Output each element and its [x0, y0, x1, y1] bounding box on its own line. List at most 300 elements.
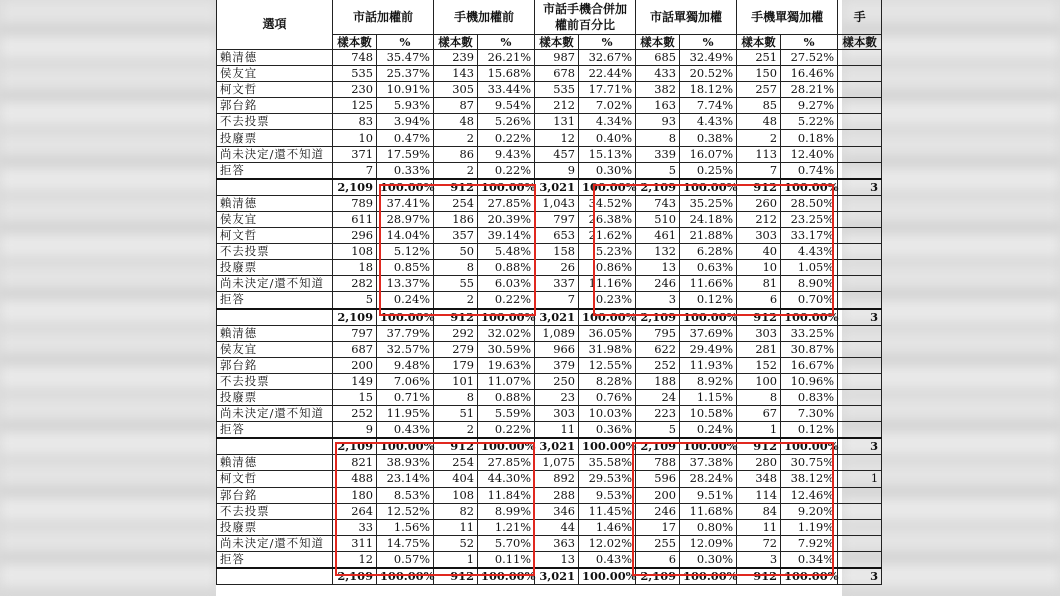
sample-count-cell: 250	[535, 373, 579, 389]
sample-count-cell: 1,075	[535, 455, 579, 471]
option-label: 賴清德	[217, 195, 333, 211]
truncated-cell	[838, 211, 882, 227]
percent-cell: 26.21%	[478, 50, 535, 66]
percent-cell: 1.21%	[478, 519, 535, 535]
truncated-cell	[838, 162, 882, 179]
total-cell: 100.00%	[680, 309, 737, 326]
total-cell: 2,109	[636, 438, 680, 455]
percent-cell: 4.43%	[781, 244, 838, 260]
total-cell: 912	[434, 309, 478, 326]
truncated-cell: 1	[838, 471, 882, 487]
percent-cell: 20.52%	[680, 66, 737, 82]
total-row	[217, 309, 882, 326]
sample-count-cell: 611	[333, 211, 377, 227]
total-cell: 3	[838, 568, 882, 585]
percent-cell: 8.90%	[781, 276, 838, 292]
percent-cell: 10.96%	[781, 373, 838, 389]
truncated-cell	[838, 260, 882, 276]
table-row	[217, 195, 882, 211]
option-header: 選項	[217, 0, 333, 50]
percent-cell: 0.23%	[579, 292, 636, 309]
total-cell: 100.00%	[579, 568, 636, 585]
sample-count-cell: 339	[636, 146, 680, 162]
percent-cell: 10.91%	[377, 82, 434, 98]
percent-cell: 11.45%	[579, 503, 636, 519]
percent-header: %	[377, 35, 434, 50]
percent-cell: 12.09%	[680, 535, 737, 551]
total-cell: 2,109	[333, 309, 377, 326]
percent-cell: 35.47%	[377, 50, 434, 66]
sample-count-cell: 24	[636, 389, 680, 405]
table-row	[217, 519, 882, 535]
percent-cell: 0.18%	[781, 130, 838, 146]
group-header: 市話單獨加權	[636, 0, 737, 35]
percent-cell: 14.04%	[377, 228, 434, 244]
sample-count-cell: 200	[333, 357, 377, 373]
percent-cell: 5.22%	[781, 114, 838, 130]
sample-count-cell: 282	[333, 276, 377, 292]
percent-cell: 28.24%	[680, 471, 737, 487]
total-cell: 100.00%	[781, 309, 838, 326]
sample-count-cell: 131	[535, 114, 579, 130]
percent-cell: 9.27%	[781, 98, 838, 114]
sample-count-cell: 67	[737, 406, 781, 422]
truncated-cell	[838, 130, 882, 146]
percent-cell: 5.23%	[579, 244, 636, 260]
sample-count-cell: 797	[333, 325, 377, 341]
percent-cell: 15.68%	[478, 66, 535, 82]
percent-cell: 0.22%	[478, 292, 535, 309]
truncated-cell	[838, 82, 882, 98]
total-cell: 100.00%	[579, 438, 636, 455]
percent-cell: 37.79%	[377, 325, 434, 341]
percent-cell: 1.56%	[377, 519, 434, 535]
percent-header: %	[781, 35, 838, 50]
option-label: 拒答	[217, 422, 333, 439]
sample-count-cell: 260	[737, 195, 781, 211]
percent-cell: 0.57%	[377, 551, 434, 568]
sample-count-cell: 246	[636, 276, 680, 292]
percent-cell: 13.37%	[377, 276, 434, 292]
percent-cell: 9.20%	[781, 503, 838, 519]
percent-cell: 32.67%	[579, 50, 636, 66]
total-cell: 912	[737, 568, 781, 585]
percent-cell: 27.85%	[478, 195, 535, 211]
percent-cell: 0.22%	[478, 130, 535, 146]
table-row	[217, 471, 882, 487]
sample-count-cell: 230	[333, 82, 377, 98]
percent-cell: 12.46%	[781, 487, 838, 503]
sample-count-cell: 653	[535, 228, 579, 244]
sample-count-cell: 84	[737, 503, 781, 519]
percent-cell: 29.49%	[680, 341, 737, 357]
sample-count-cell: 93	[636, 114, 680, 130]
sample-count-cell: 254	[434, 455, 478, 471]
percent-cell: 0.24%	[377, 292, 434, 309]
table-row	[217, 535, 882, 551]
percent-cell: 0.12%	[781, 422, 838, 439]
sample-count-cell: 254	[434, 195, 478, 211]
table-row	[217, 325, 882, 341]
truncated-cell	[838, 406, 882, 422]
percent-cell: 6.28%	[680, 244, 737, 260]
sample-count-cell: 2	[434, 130, 478, 146]
sample-count-cell: 2	[434, 422, 478, 439]
sample-count-cell: 8	[636, 130, 680, 146]
table-row	[217, 66, 882, 82]
sample-count-cell: 6	[636, 551, 680, 568]
sample-count-cell: 246	[636, 503, 680, 519]
percent-cell: 35.25%	[680, 195, 737, 211]
truncated-cell	[838, 114, 882, 130]
sample-count-cell: 305	[434, 82, 478, 98]
percent-cell: 0.88%	[478, 260, 535, 276]
option-label: 賴清德	[217, 455, 333, 471]
truncated-cell	[838, 244, 882, 260]
percent-cell: 12.02%	[579, 535, 636, 551]
table-row	[217, 276, 882, 292]
group-header: 手機單獨加權	[737, 0, 838, 35]
sample-count-cell: 821	[333, 455, 377, 471]
total-cell: 100.00%	[478, 568, 535, 585]
percent-cell: 22.44%	[579, 66, 636, 82]
sample-count-cell: 23	[535, 389, 579, 405]
sample-count-cell: 149	[333, 373, 377, 389]
percent-cell: 38.12%	[781, 471, 838, 487]
option-label: 投廢票	[217, 389, 333, 405]
sample-count-cell: 188	[636, 373, 680, 389]
sample-count-cell: 132	[636, 244, 680, 260]
percent-cell: 29.53%	[579, 471, 636, 487]
truncated-cell	[838, 487, 882, 503]
percent-cell: 14.75%	[377, 535, 434, 551]
percent-cell: 30.59%	[478, 341, 535, 357]
sample-count-cell: 280	[737, 455, 781, 471]
truncated-cell	[838, 276, 882, 292]
sample-count-cell: 163	[636, 98, 680, 114]
percent-cell: 11.07%	[478, 373, 535, 389]
truncated-cell	[838, 50, 882, 66]
group-header: 手機加權前	[434, 0, 535, 35]
sample-count-cell: 51	[434, 406, 478, 422]
option-label: 柯文哲	[217, 471, 333, 487]
sample-count-header: 樣本數	[737, 35, 781, 50]
option-label: 賴清德	[217, 50, 333, 66]
percent-cell: 5.12%	[377, 244, 434, 260]
table-row	[217, 389, 882, 405]
sample-count-cell: 239	[434, 50, 478, 66]
sample-count-cell: 279	[434, 341, 478, 357]
option-label: 拒答	[217, 551, 333, 568]
sample-count-cell: 12	[535, 130, 579, 146]
table-row	[217, 357, 882, 373]
percent-cell: 28.50%	[781, 195, 838, 211]
sample-count-cell: 85	[737, 98, 781, 114]
percent-cell: 5.93%	[377, 98, 434, 114]
sample-count-cell: 797	[535, 211, 579, 227]
sample-count-cell: 433	[636, 66, 680, 82]
percent-cell: 23.25%	[781, 211, 838, 227]
percent-cell: 17.59%	[377, 146, 434, 162]
sample-count-cell: 296	[333, 228, 377, 244]
sample-count-cell: 303	[737, 325, 781, 341]
total-cell: 3	[838, 438, 882, 455]
sample-count-cell: 33	[333, 519, 377, 535]
table-row	[217, 82, 882, 98]
sample-count-cell: 1	[737, 422, 781, 439]
sample-count-header: 樣本數	[434, 35, 478, 50]
table-row	[217, 422, 882, 439]
total-cell: 100.00%	[377, 438, 434, 455]
total-cell: 2,109	[333, 438, 377, 455]
percent-cell: 11.16%	[579, 276, 636, 292]
percent-cell: 30.87%	[781, 341, 838, 357]
sample-count-cell: 348	[737, 471, 781, 487]
sample-count-cell: 892	[535, 471, 579, 487]
sample-count-cell: 48	[434, 114, 478, 130]
poll-results-table	[216, 0, 882, 585]
percent-cell: 44.30%	[478, 471, 535, 487]
sample-count-cell: 152	[737, 357, 781, 373]
percent-cell: 37.38%	[680, 455, 737, 471]
sample-count-cell: 5	[636, 422, 680, 439]
total-cell: 912	[737, 438, 781, 455]
percent-cell: 32.49%	[680, 50, 737, 66]
percent-cell: 15.13%	[579, 146, 636, 162]
truncated-cell	[838, 98, 882, 114]
sample-count-cell: 1	[434, 551, 478, 568]
sample-count-cell: 404	[434, 471, 478, 487]
table-row	[217, 406, 882, 422]
total-cell: 100.00%	[680, 179, 737, 196]
sample-count-cell: 86	[434, 146, 478, 162]
sample-count-cell: 5	[333, 292, 377, 309]
option-label: 侯友宜	[217, 66, 333, 82]
percent-cell: 16.46%	[781, 66, 838, 82]
sample-count-cell: 7	[737, 162, 781, 179]
sample-count-cell: 100	[737, 373, 781, 389]
table-row	[217, 551, 882, 568]
percent-cell: 0.30%	[680, 551, 737, 568]
percent-cell: 32.02%	[478, 325, 535, 341]
percent-cell: 30.75%	[781, 455, 838, 471]
sample-count-cell: 8	[434, 389, 478, 405]
table-row	[217, 244, 882, 260]
option-label: 賴清德	[217, 325, 333, 341]
sample-count-cell: 535	[333, 66, 377, 82]
sample-count-cell: 52	[434, 535, 478, 551]
sample-count-cell: 6	[737, 292, 781, 309]
option-label: 侯友宜	[217, 211, 333, 227]
table-row	[217, 373, 882, 389]
sample-count-cell: 255	[636, 535, 680, 551]
total-cell: 2,109	[636, 179, 680, 196]
sample-count-cell: 108	[434, 487, 478, 503]
sample-count-cell: 2	[737, 130, 781, 146]
table-row	[217, 455, 882, 471]
table-row	[217, 487, 882, 503]
total-row	[217, 179, 882, 196]
percent-cell: 6.03%	[478, 276, 535, 292]
percent-cell: 7.02%	[579, 98, 636, 114]
percent-cell: 11.95%	[377, 406, 434, 422]
sample-count-cell: 461	[636, 228, 680, 244]
truncated-cell	[838, 503, 882, 519]
percent-cell: 8.99%	[478, 503, 535, 519]
survey-table-sheet	[216, 0, 879, 596]
percent-cell: 0.88%	[478, 389, 535, 405]
table-row	[217, 162, 882, 179]
percent-cell: 27.85%	[478, 455, 535, 471]
percent-cell: 0.12%	[680, 292, 737, 309]
total-cell: 3,021	[535, 309, 579, 326]
percent-cell: 0.47%	[377, 130, 434, 146]
percent-cell: 23.14%	[377, 471, 434, 487]
sample-count-cell: 510	[636, 211, 680, 227]
sample-count-cell: 264	[333, 503, 377, 519]
sample-count-cell: 252	[333, 406, 377, 422]
sample-count-cell: 223	[636, 406, 680, 422]
total-cell: 100.00%	[377, 568, 434, 585]
percent-cell: 16.67%	[781, 357, 838, 373]
sample-count-cell: 743	[636, 195, 680, 211]
percent-cell: 18.12%	[680, 82, 737, 98]
percent-cell: 0.76%	[579, 389, 636, 405]
truncated-cell	[838, 373, 882, 389]
percent-cell: 10.03%	[579, 406, 636, 422]
percent-cell: 0.71%	[377, 389, 434, 405]
table-row	[217, 50, 882, 66]
sample-count-cell: 44	[535, 519, 579, 535]
percent-cell: 7.06%	[377, 373, 434, 389]
truncated-cell	[838, 519, 882, 535]
percent-cell: 37.41%	[377, 195, 434, 211]
sample-count-cell: 257	[737, 82, 781, 98]
sample-count-cell: 685	[636, 50, 680, 66]
percent-cell: 33.17%	[781, 228, 838, 244]
sample-count-cell: 379	[535, 357, 579, 373]
option-label: 侯友宜	[217, 341, 333, 357]
percent-cell: 37.69%	[680, 325, 737, 341]
total-cell: 912	[434, 438, 478, 455]
total-cell: 912	[737, 179, 781, 196]
table-row	[217, 146, 882, 162]
option-label: 柯文哲	[217, 82, 333, 98]
percent-header: %	[478, 35, 535, 50]
option-label: 不去投票	[217, 244, 333, 260]
sample-count-cell: 12	[333, 551, 377, 568]
percent-cell: 4.43%	[680, 114, 737, 130]
sample-count-cell: 363	[535, 535, 579, 551]
sample-count-cell: 72	[737, 535, 781, 551]
sample-count-cell: 622	[636, 341, 680, 357]
option-label: 不去投票	[217, 503, 333, 519]
percent-cell: 0.22%	[478, 162, 535, 179]
truncated-cell	[838, 66, 882, 82]
table-row	[217, 114, 882, 130]
sample-count-cell: 2	[434, 292, 478, 309]
table-row	[217, 98, 882, 114]
total-cell: 100.00%	[478, 309, 535, 326]
option-label: 尚未決定/還不知道	[217, 146, 333, 162]
sample-count-cell: 18	[333, 260, 377, 276]
percent-cell: 5.70%	[478, 535, 535, 551]
sample-count-cell: 292	[434, 325, 478, 341]
percent-cell: 9.43%	[478, 146, 535, 162]
sample-count-cell: 26	[535, 260, 579, 276]
sample-count-cell: 108	[333, 244, 377, 260]
option-label: 投廢票	[217, 519, 333, 535]
percent-cell: 33.25%	[781, 325, 838, 341]
percent-cell: 12.55%	[579, 357, 636, 373]
percent-cell: 21.88%	[680, 228, 737, 244]
sample-count-header: 樣本數	[333, 35, 377, 50]
truncated-cell	[838, 535, 882, 551]
total-cell: 2,109	[636, 568, 680, 585]
sample-count-cell: 101	[434, 373, 478, 389]
percent-cell: 5.26%	[478, 114, 535, 130]
percent-cell: 26.38%	[579, 211, 636, 227]
percent-cell: 19.63%	[478, 357, 535, 373]
percent-cell: 16.07%	[680, 146, 737, 162]
sample-count-cell: 337	[535, 276, 579, 292]
sample-count-cell: 252	[636, 357, 680, 373]
total-cell: 100.00%	[781, 438, 838, 455]
option-label: 不去投票	[217, 114, 333, 130]
sample-count-cell: 3	[737, 551, 781, 568]
sample-count-cell: 82	[434, 503, 478, 519]
option-label: 郭台銘	[217, 487, 333, 503]
sample-count-cell: 114	[737, 487, 781, 503]
total-label	[217, 309, 333, 326]
total-cell: 912	[737, 309, 781, 326]
sample-count-cell: 9	[535, 162, 579, 179]
truncated-cell	[838, 292, 882, 309]
sample-count-cell: 251	[737, 50, 781, 66]
total-cell: 3,021	[535, 438, 579, 455]
sample-count-cell: 3	[636, 292, 680, 309]
sample-count-cell: 7	[333, 162, 377, 179]
sample-count-cell: 2	[434, 162, 478, 179]
percent-cell: 0.33%	[377, 162, 434, 179]
percent-cell: 39.14%	[478, 228, 535, 244]
percent-cell: 28.97%	[377, 211, 434, 227]
percent-cell: 11.68%	[680, 503, 737, 519]
percent-cell: 7.30%	[781, 406, 838, 422]
total-cell: 912	[434, 568, 478, 585]
sample-count-cell: 11	[737, 519, 781, 535]
total-cell: 100.00%	[377, 179, 434, 196]
sample-count-cell: 795	[636, 325, 680, 341]
sample-count-cell: 7	[535, 292, 579, 309]
sample-count-cell: 303	[535, 406, 579, 422]
truncated-cell	[838, 357, 882, 373]
table-row	[217, 211, 882, 227]
percent-cell: 0.83%	[781, 389, 838, 405]
percent-cell: 27.52%	[781, 50, 838, 66]
option-label: 拒答	[217, 162, 333, 179]
table-body	[217, 50, 882, 585]
total-cell: 2,109	[636, 309, 680, 326]
total-cell: 100.00%	[680, 438, 737, 455]
group-header: 手	[838, 0, 882, 35]
sample-count-cell: 55	[434, 276, 478, 292]
percent-cell: 0.24%	[680, 422, 737, 439]
total-cell: 100.00%	[579, 179, 636, 196]
total-cell: 100.00%	[781, 568, 838, 585]
sample-count-cell: 83	[333, 114, 377, 130]
total-label	[217, 438, 333, 455]
